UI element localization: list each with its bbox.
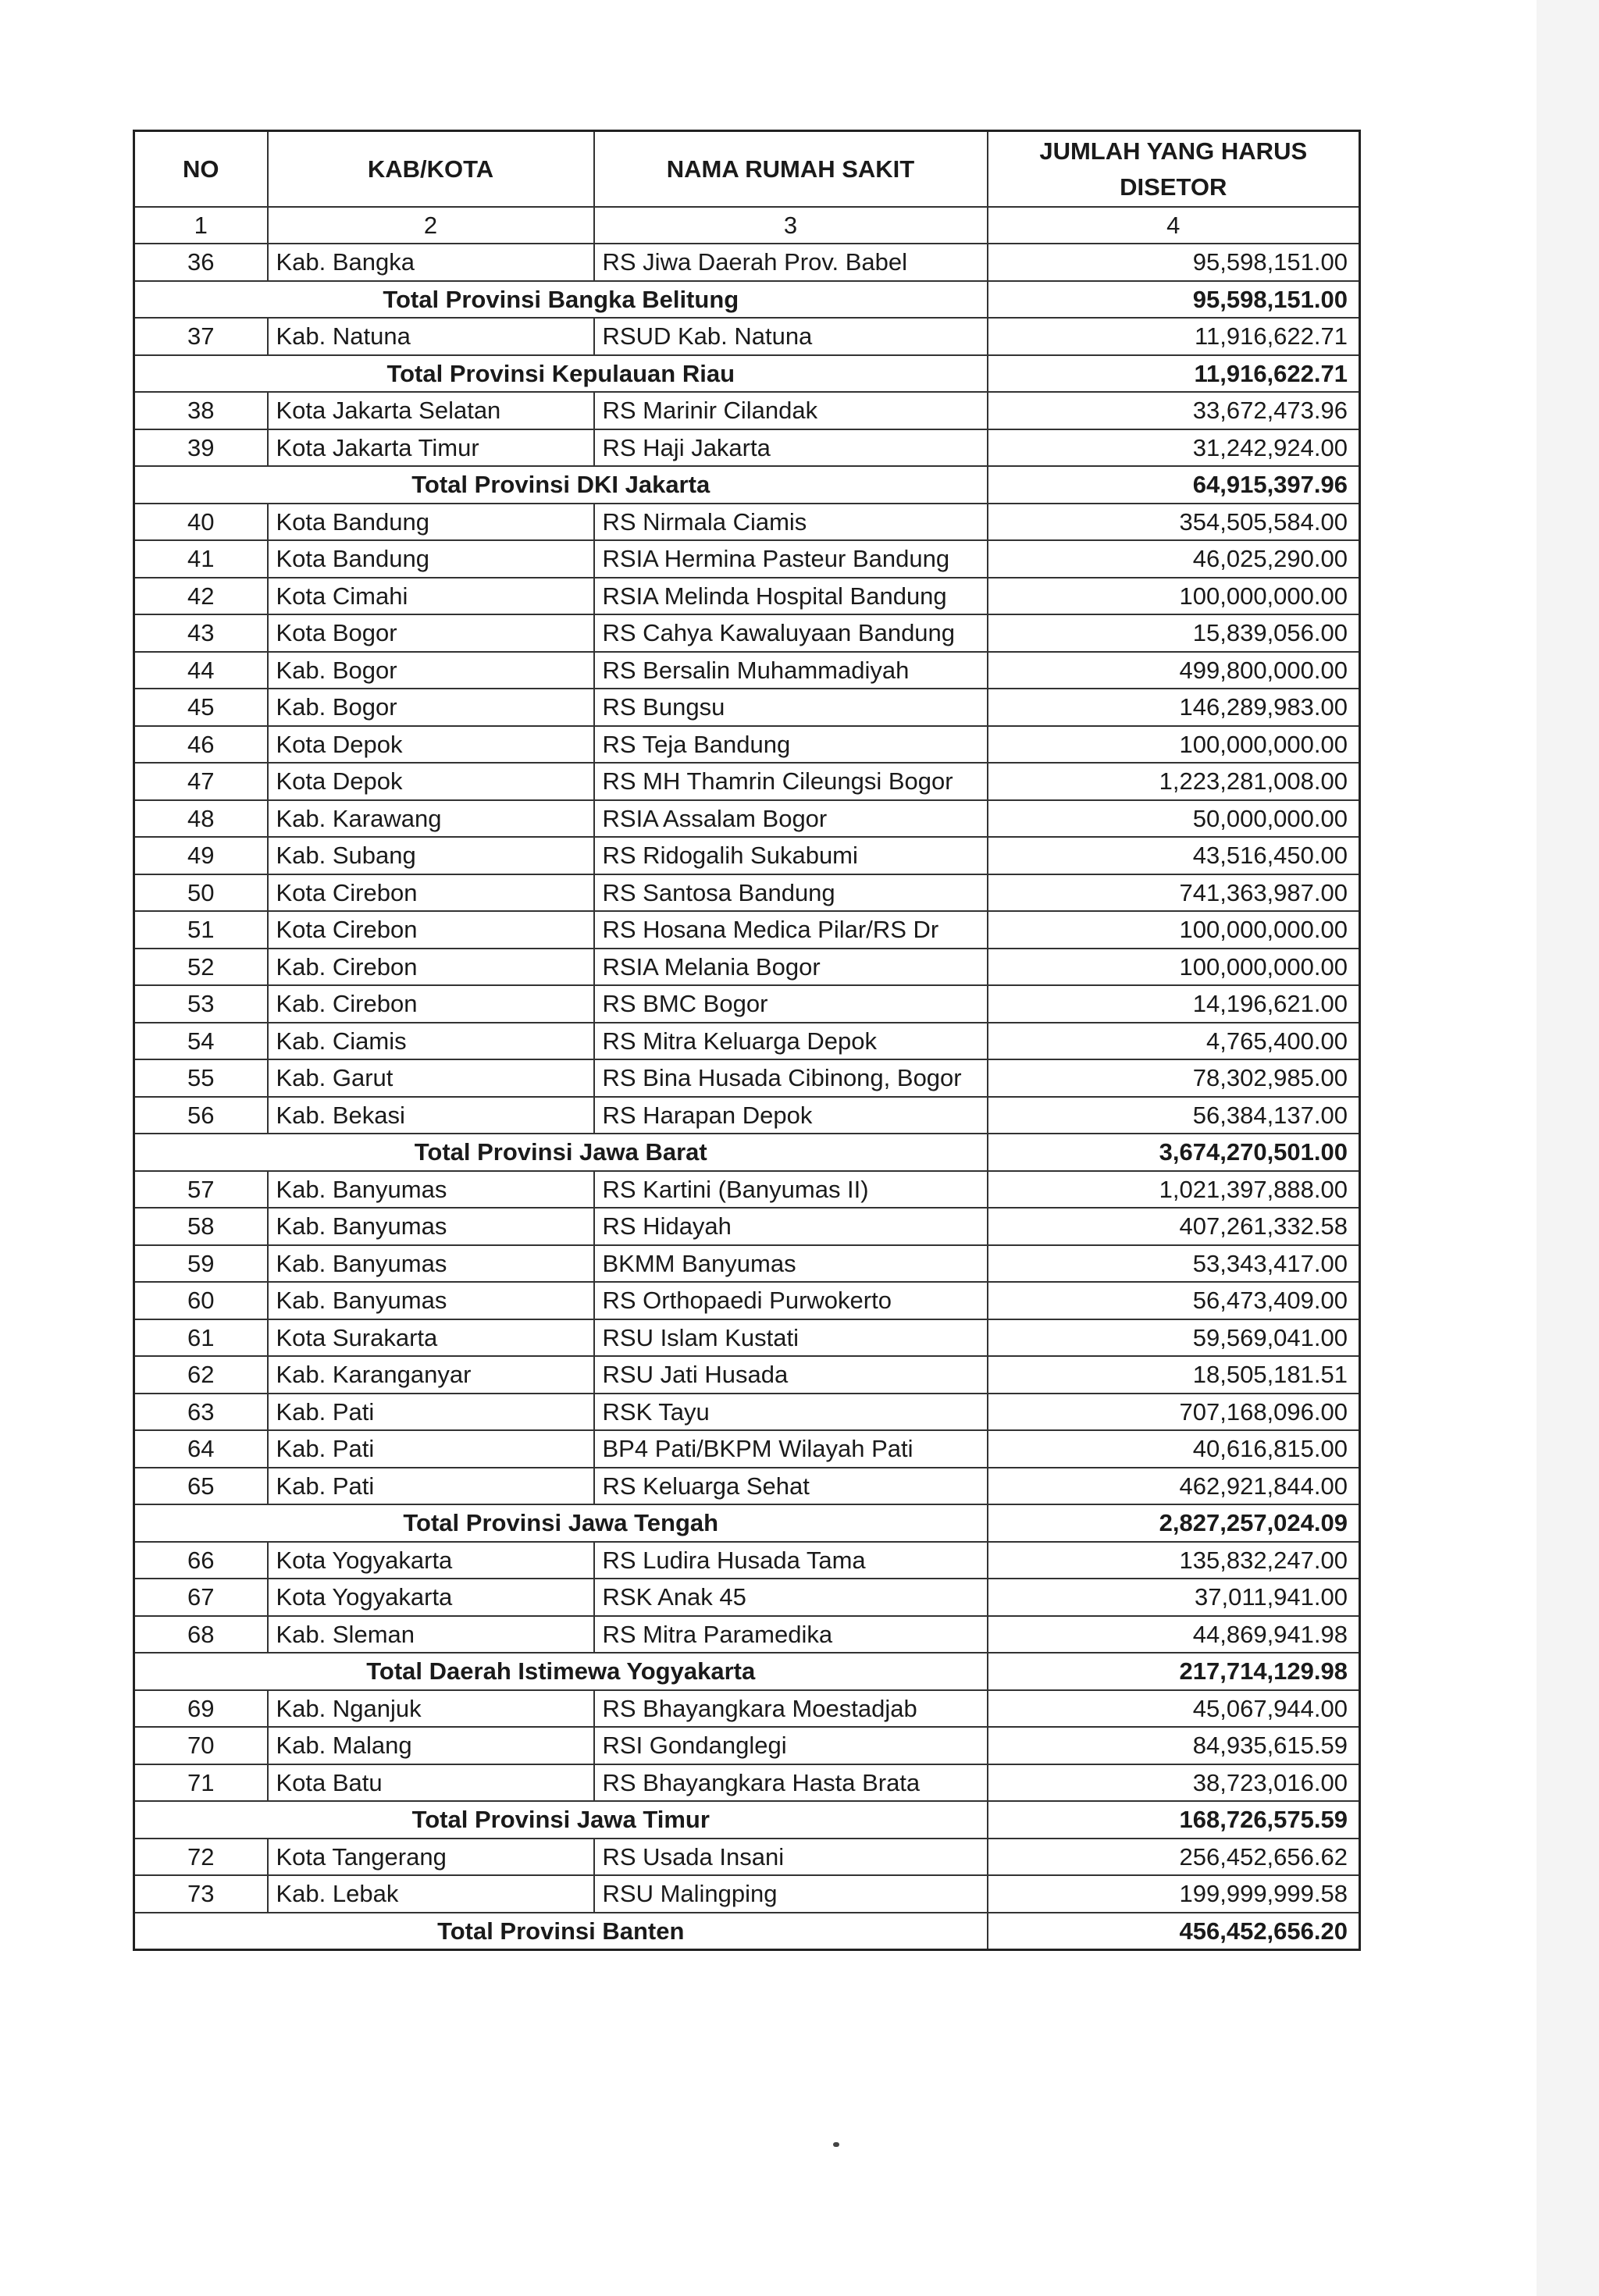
- province-total-row: [134, 466, 1360, 504]
- province-total-row: [134, 1801, 1360, 1839]
- row-number: 53: [134, 985, 268, 1023]
- row-number: 55: [134, 1059, 268, 1097]
- province-total-row: [134, 1504, 1360, 1542]
- total-amount: 95,598,151.00: [988, 281, 1360, 319]
- province-total-row: [134, 355, 1360, 393]
- row-number: 65: [134, 1468, 268, 1505]
- kab-kota-cell: Kab. Cirebon: [268, 985, 594, 1023]
- kab-kota-cell: Kab. Karanganyar: [268, 1356, 594, 1394]
- hospital-name-cell: RS Bhayangkara Hasta Brata: [594, 1764, 988, 1802]
- total-label: Total Provinsi Jawa Tengah: [134, 1504, 988, 1542]
- row-number: 45: [134, 689, 268, 726]
- province-total-row: [134, 281, 1360, 319]
- row-number: 69: [134, 1690, 268, 1728]
- amount-cell: 462,921,844.00: [988, 1468, 1360, 1505]
- column-index-row: [134, 207, 1360, 244]
- hospital-name-cell: RS BMC Bogor: [594, 985, 988, 1023]
- total-label: Total Provinsi Jawa Barat: [134, 1134, 988, 1171]
- hospital-name-cell: RSU Jati Husada: [594, 1356, 988, 1394]
- table-row: [134, 1208, 1360, 1245]
- hospital-name-cell: BKMM Banyumas: [594, 1245, 988, 1283]
- amount-cell: 1,223,281,008.00: [988, 763, 1360, 800]
- row-number: 72: [134, 1839, 268, 1876]
- amount-cell: 45,067,944.00: [988, 1690, 1360, 1728]
- table-row: [134, 1394, 1360, 1431]
- total-amount: 3,674,270,501.00: [988, 1134, 1360, 1171]
- row-number: 46: [134, 726, 268, 764]
- table-row: [134, 1468, 1360, 1505]
- kab-kota-cell: Kab. Lebak: [268, 1875, 594, 1913]
- row-number: 61: [134, 1319, 268, 1357]
- table-row: [134, 1171, 1360, 1209]
- header-kab-kota: KAB/KOTA: [268, 131, 594, 208]
- row-number: 39: [134, 429, 268, 467]
- table-body: [134, 244, 1360, 1950]
- amount-cell: 100,000,000.00: [988, 726, 1360, 764]
- kab-kota-cell: Kota Batu: [268, 1764, 594, 1802]
- table-row: [134, 911, 1360, 949]
- total-amount: 2,827,257,024.09: [988, 1504, 1360, 1542]
- total-amount: 168,726,575.59: [988, 1801, 1360, 1839]
- amount-cell: 18,505,181.51: [988, 1356, 1360, 1394]
- amount-cell: 78,302,985.00: [988, 1059, 1360, 1097]
- row-number: 73: [134, 1875, 268, 1913]
- total-label: Total Provinsi Banten: [134, 1913, 988, 1950]
- amount-cell: 707,168,096.00: [988, 1394, 1360, 1431]
- row-number: 71: [134, 1764, 268, 1802]
- amount-cell: 1,021,397,888.00: [988, 1171, 1360, 1209]
- kab-kota-cell: Kab. Garut: [268, 1059, 594, 1097]
- hospital-name-cell: RS Jiwa Daerah Prov. Babel: [594, 244, 988, 281]
- kab-kota-cell: Kota Cirebon: [268, 874, 594, 912]
- hospital-name-cell: RS Harapan Depok: [594, 1097, 988, 1134]
- province-total-row: [134, 1653, 1360, 1690]
- amount-cell: 100,000,000.00: [988, 949, 1360, 986]
- table-row: [134, 1875, 1360, 1913]
- hospital-name-cell: RS Hidayah: [594, 1208, 988, 1245]
- amount-cell: 146,289,983.00: [988, 689, 1360, 726]
- total-label: Total Provinsi Kepulauan Riau: [134, 355, 988, 393]
- kab-kota-cell: Kab. Malang: [268, 1727, 594, 1764]
- table-row: [134, 1282, 1360, 1319]
- hospital-name-cell: RS Mitra Paramedika: [594, 1616, 988, 1653]
- table-row: [134, 726, 1360, 764]
- kab-kota-cell: Kota Yogyakarta: [268, 1542, 594, 1579]
- table-row: [134, 985, 1360, 1023]
- hospital-name-cell: RS Cahya Kawaluyaan Bandung: [594, 614, 988, 652]
- kab-kota-cell: Kota Jakarta Selatan: [268, 392, 594, 429]
- province-total-row: [134, 1913, 1360, 1950]
- amount-cell: 15,839,056.00: [988, 614, 1360, 652]
- amount-cell: 33,672,473.96: [988, 392, 1360, 429]
- row-number: 38: [134, 392, 268, 429]
- amount-cell: 256,452,656.62: [988, 1839, 1360, 1876]
- table-row: [134, 578, 1360, 615]
- table-row: [134, 949, 1360, 986]
- hospital-name-cell: RS Bungsu: [594, 689, 988, 726]
- table-header: [134, 131, 1360, 244]
- amount-cell: 11,916,622.71: [988, 318, 1360, 355]
- table-row: [134, 1542, 1360, 1579]
- header-no: NO: [134, 131, 268, 208]
- hospital-name-cell: RS Teja Bandung: [594, 726, 988, 764]
- kab-kota-cell: Kab. Bangka: [268, 244, 594, 281]
- amount-cell: 100,000,000.00: [988, 911, 1360, 949]
- amount-cell: 407,261,332.58: [988, 1208, 1360, 1245]
- table-row: [134, 504, 1360, 541]
- hospital-name-cell: RSU Islam Kustati: [594, 1319, 988, 1357]
- table-row: [134, 1356, 1360, 1394]
- kab-kota-cell: Kota Depok: [268, 763, 594, 800]
- table-row: [134, 1764, 1360, 1802]
- total-label: Total Provinsi DKI Jakarta: [134, 466, 988, 504]
- amount-cell: 354,505,584.00: [988, 504, 1360, 541]
- table-row: [134, 1430, 1360, 1468]
- kab-kota-cell: Kab. Banyumas: [268, 1245, 594, 1283]
- table-row: [134, 392, 1360, 429]
- kab-kota-cell: Kota Surakarta: [268, 1319, 594, 1357]
- kab-kota-cell: Kab. Natuna: [268, 318, 594, 355]
- hospital-name-cell: RS Bersalin Muhammadiyah: [594, 652, 988, 689]
- total-amount: 217,714,129.98: [988, 1653, 1360, 1690]
- total-amount: 11,916,622.71: [988, 355, 1360, 393]
- amount-cell: 53,343,417.00: [988, 1245, 1360, 1283]
- table-row: [134, 763, 1360, 800]
- document-sheet: [133, 130, 1359, 1951]
- amount-cell: 59,569,041.00: [988, 1319, 1360, 1357]
- scan-speck: [833, 2142, 839, 2147]
- page-edge-shadow: [1537, 0, 1599, 2296]
- kab-kota-cell: Kab. Subang: [268, 837, 594, 874]
- column-index: 2: [268, 207, 594, 244]
- row-number: 58: [134, 1208, 268, 1245]
- kab-kota-cell: Kota Bogor: [268, 614, 594, 652]
- hospital-name-cell: RS Haji Jakarta: [594, 429, 988, 467]
- table-row: [134, 1097, 1360, 1134]
- table-row: [134, 1690, 1360, 1728]
- hospital-name-cell: RS Mitra Keluarga Depok: [594, 1023, 988, 1060]
- row-number: 50: [134, 874, 268, 912]
- amount-cell: 499,800,000.00: [988, 652, 1360, 689]
- amount-cell: 199,999,999.58: [988, 1875, 1360, 1913]
- hospital-name-cell: RS Marinir Cilandak: [594, 392, 988, 429]
- row-number: 40: [134, 504, 268, 541]
- total-label: Total Provinsi Jawa Timur: [134, 1801, 988, 1839]
- hospital-name-cell: RS MH Thamrin Cileungsi Bogor: [594, 763, 988, 800]
- row-number: 44: [134, 652, 268, 689]
- hospital-name-cell: RSI Gondanglegi: [594, 1727, 988, 1764]
- kab-kota-cell: Kota Bandung: [268, 540, 594, 578]
- hospital-name-cell: RSIA Hermina Pasteur Bandung: [594, 540, 988, 578]
- row-number: 64: [134, 1430, 268, 1468]
- kab-kota-cell: Kab. Nganjuk: [268, 1690, 594, 1728]
- row-number: 60: [134, 1282, 268, 1319]
- kab-kota-cell: Kota Depok: [268, 726, 594, 764]
- header-nama-rumah-sakit: NAMA RUMAH SAKIT: [594, 131, 988, 208]
- hospital-name-cell: RSIA Assalam Bogor: [594, 800, 988, 838]
- amount-cell: 44,869,941.98: [988, 1616, 1360, 1653]
- column-index: 3: [594, 207, 988, 244]
- hospital-name-cell: RSIA Melania Bogor: [594, 949, 988, 986]
- row-number: 59: [134, 1245, 268, 1283]
- kab-kota-cell: Kota Yogyakarta: [268, 1579, 594, 1616]
- hospital-name-cell: RS Kartini (Banyumas II): [594, 1171, 988, 1209]
- table-row: [134, 689, 1360, 726]
- hospital-name-cell: RSK Tayu: [594, 1394, 988, 1431]
- total-amount: 64,915,397.96: [988, 466, 1360, 504]
- table-row: [134, 540, 1360, 578]
- amount-cell: 40,616,815.00: [988, 1430, 1360, 1468]
- kab-kota-cell: Kab. Cirebon: [268, 949, 594, 986]
- hospital-name-cell: RS Ridogalih Sukabumi: [594, 837, 988, 874]
- hospital-name-cell: RS Ludira Husada Tama: [594, 1542, 988, 1579]
- hospital-deposit-table: [133, 130, 1361, 1951]
- table-row: [134, 318, 1360, 355]
- amount-cell: 741,363,987.00: [988, 874, 1360, 912]
- column-index: 4: [988, 207, 1360, 244]
- table-row: [134, 1616, 1360, 1653]
- row-number: 67: [134, 1579, 268, 1616]
- table-row: [134, 1839, 1360, 1876]
- total-label: Total Daerah Istimewa Yogyakarta: [134, 1653, 988, 1690]
- kab-kota-cell: Kota Bandung: [268, 504, 594, 541]
- kab-kota-cell: Kab. Pati: [268, 1430, 594, 1468]
- row-number: 57: [134, 1171, 268, 1209]
- table-row: [134, 800, 1360, 838]
- table-row: [134, 874, 1360, 912]
- amount-cell: 31,242,924.00: [988, 429, 1360, 467]
- header-row: [134, 131, 1360, 208]
- amount-cell: 135,832,247.00: [988, 1542, 1360, 1579]
- table-row: [134, 1579, 1360, 1616]
- row-number: 66: [134, 1542, 268, 1579]
- hospital-name-cell: RS Usada Insani: [594, 1839, 988, 1876]
- kab-kota-cell: Kab. Bogor: [268, 652, 594, 689]
- table-row: [134, 1727, 1360, 1764]
- amount-cell: 84,935,615.59: [988, 1727, 1360, 1764]
- row-number: 47: [134, 763, 268, 800]
- row-number: 68: [134, 1616, 268, 1653]
- row-number: 70: [134, 1727, 268, 1764]
- amount-cell: 100,000,000.00: [988, 578, 1360, 615]
- table-row: [134, 429, 1360, 467]
- table-row: [134, 614, 1360, 652]
- kab-kota-cell: Kab. Sleman: [268, 1616, 594, 1653]
- row-number: 36: [134, 244, 268, 281]
- total-label: Total Provinsi Bangka Belitung: [134, 281, 988, 319]
- row-number: 54: [134, 1023, 268, 1060]
- province-total-row: [134, 1134, 1360, 1171]
- amount-cell: 56,384,137.00: [988, 1097, 1360, 1134]
- amount-cell: 37,011,941.00: [988, 1579, 1360, 1616]
- amount-cell: 4,765,400.00: [988, 1023, 1360, 1060]
- kab-kota-cell: Kab. Banyumas: [268, 1208, 594, 1245]
- table-row: [134, 652, 1360, 689]
- hospital-name-cell: RSU Malingping: [594, 1875, 988, 1913]
- kab-kota-cell: Kab. Banyumas: [268, 1282, 594, 1319]
- amount-cell: 43,516,450.00: [988, 837, 1360, 874]
- row-number: 48: [134, 800, 268, 838]
- kab-kota-cell: Kota Jakarta Timur: [268, 429, 594, 467]
- row-number: 49: [134, 837, 268, 874]
- kab-kota-cell: Kab. Bogor: [268, 689, 594, 726]
- hospital-name-cell: RS Hosana Medica Pilar/RS Dr: [594, 911, 988, 949]
- hospital-name-cell: BP4 Pati/BKPM Wilayah Pati: [594, 1430, 988, 1468]
- row-number: 52: [134, 949, 268, 986]
- amount-cell: 50,000,000.00: [988, 800, 1360, 838]
- row-number: 43: [134, 614, 268, 652]
- kab-kota-cell: Kab. Bekasi: [268, 1097, 594, 1134]
- row-number: 37: [134, 318, 268, 355]
- row-number: 56: [134, 1097, 268, 1134]
- kab-kota-cell: Kota Tangerang: [268, 1839, 594, 1876]
- hospital-name-cell: RSUD Kab. Natuna: [594, 318, 988, 355]
- kab-kota-cell: Kab. Pati: [268, 1394, 594, 1431]
- table-row: [134, 837, 1360, 874]
- table-row: [134, 1245, 1360, 1283]
- kab-kota-cell: Kota Cirebon: [268, 911, 594, 949]
- row-number: 41: [134, 540, 268, 578]
- table-row: [134, 1319, 1360, 1357]
- hospital-name-cell: RS Nirmala Ciamis: [594, 504, 988, 541]
- kab-kota-cell: Kab. Pati: [268, 1468, 594, 1505]
- hospital-name-cell: RS Bhayangkara Moestadjab: [594, 1690, 988, 1728]
- amount-cell: 46,025,290.00: [988, 540, 1360, 578]
- table-row: [134, 244, 1360, 281]
- amount-cell: 14,196,621.00: [988, 985, 1360, 1023]
- amount-cell: 56,473,409.00: [988, 1282, 1360, 1319]
- kab-kota-cell: Kab. Ciamis: [268, 1023, 594, 1060]
- kab-kota-cell: Kab. Banyumas: [268, 1171, 594, 1209]
- column-index: 1: [134, 207, 268, 244]
- kab-kota-cell: Kota Cimahi: [268, 578, 594, 615]
- row-number: 42: [134, 578, 268, 615]
- kab-kota-cell: Kab. Karawang: [268, 800, 594, 838]
- table-row: [134, 1023, 1360, 1060]
- hospital-name-cell: RS Bina Husada Cibinong, Bogor: [594, 1059, 988, 1097]
- amount-cell: 95,598,151.00: [988, 244, 1360, 281]
- hospital-name-cell: RSIA Melinda Hospital Bandung: [594, 578, 988, 615]
- row-number: 62: [134, 1356, 268, 1394]
- hospital-name-cell: RS Santosa Bandung: [594, 874, 988, 912]
- hospital-name-cell: RS Orthopaedi Purwokerto: [594, 1282, 988, 1319]
- hospital-name-cell: RSK Anak 45: [594, 1579, 988, 1616]
- total-amount: 456,452,656.20: [988, 1913, 1360, 1950]
- row-number: 51: [134, 911, 268, 949]
- table-row: [134, 1059, 1360, 1097]
- amount-cell: 38,723,016.00: [988, 1764, 1360, 1802]
- hospital-name-cell: RS Keluarga Sehat: [594, 1468, 988, 1505]
- row-number: 63: [134, 1394, 268, 1431]
- header-jumlah: JUMLAH YANG HARUS DISETOR: [988, 131, 1360, 208]
